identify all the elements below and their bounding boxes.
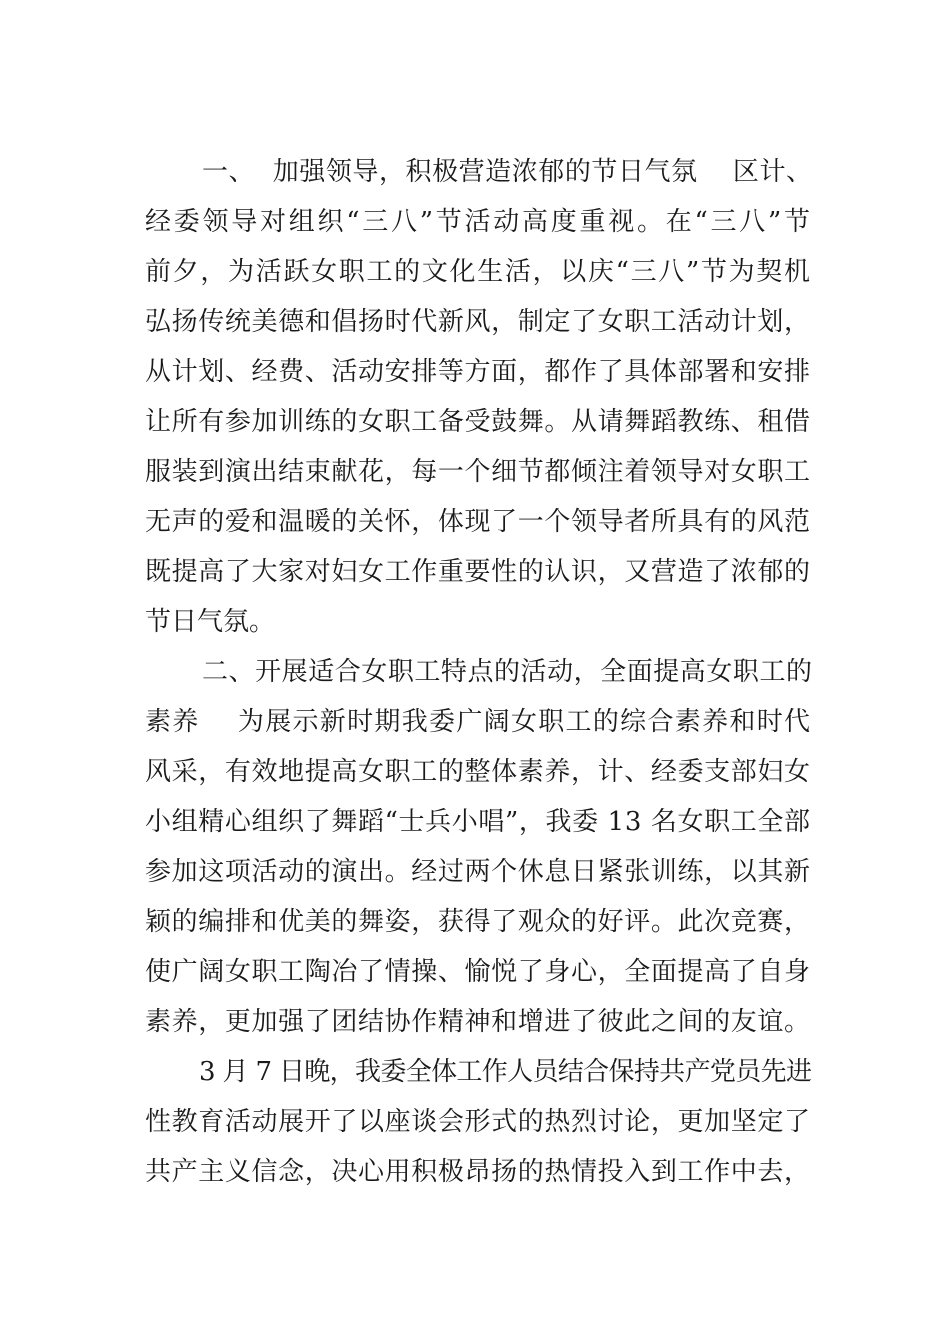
text-line: 既提高了大家对妇女工作重要性的认识，又营造了浓郁的 xyxy=(145,557,811,587)
text-line: 颖的编排和优美的舞姿，获得了观众的好评。此次竞赛， xyxy=(145,907,811,937)
text-line: 一、 加强领导，积极营造浓郁的节日气氛 区计、 xyxy=(202,157,813,187)
text-line: 二、开展适合女职工特点的活动，全面提高女职工的 xyxy=(202,657,813,687)
text-line: 无声的爱和温暖的关怀，体现了一个领导者所具有的风范 xyxy=(145,507,811,537)
text-line: 素养，更加强了团结协作精神和增进了彼此之间的友谊。 xyxy=(145,1007,811,1037)
text-line: 素养 为展示新时期我委广阔女职工的综合素养和时代 xyxy=(145,707,812,737)
text-line: 从计划、经费、活动安排等方面，都作了具体部署和安排 xyxy=(145,357,811,387)
text-line: 服装到演出结束献花，每一个细节都倾注着领导对女职工 xyxy=(145,457,811,487)
text-line: 共产主义信念，决心用积极昂扬的热情投入到工作中去， xyxy=(145,1157,811,1187)
text-line: 性教育活动展开了以座谈会形式的热烈讨论，更加坚定了 xyxy=(145,1107,811,1137)
text-line: 3 月 7 日晚，我委全体工作人员结合保持共产党员先进 xyxy=(199,1057,812,1087)
text-line: 小组精心组织了舞蹈“士兵小唱”，我委 13 名女职工全部 xyxy=(145,807,811,837)
text-line: 参加这项活动的演出。经过两个休息日紧张训练，以其新 xyxy=(145,857,811,887)
text-line: 经委领导对组织“三八”节活动高度重视。在“三八”节 xyxy=(145,207,813,237)
text-line: 风采，有效地提高女职工的整体素养，计、经委支部妇女 xyxy=(145,757,811,787)
text-line: 节日气氛。 xyxy=(145,607,276,637)
text-line: 使广阔女职工陶冶了情操、愉悦了身心，全面提高了自身 xyxy=(145,957,811,987)
text-line: 前夕，为活跃女职工的文化生活，以庆“三八”节为契机 xyxy=(145,257,812,287)
text-line: 让所有参加训练的女职工备受鼓舞。从请舞蹈教练、租借 xyxy=(145,407,811,437)
text-line: 弘扬传统美德和倡扬时代新风，制定了女职工活动计划， xyxy=(145,307,811,337)
